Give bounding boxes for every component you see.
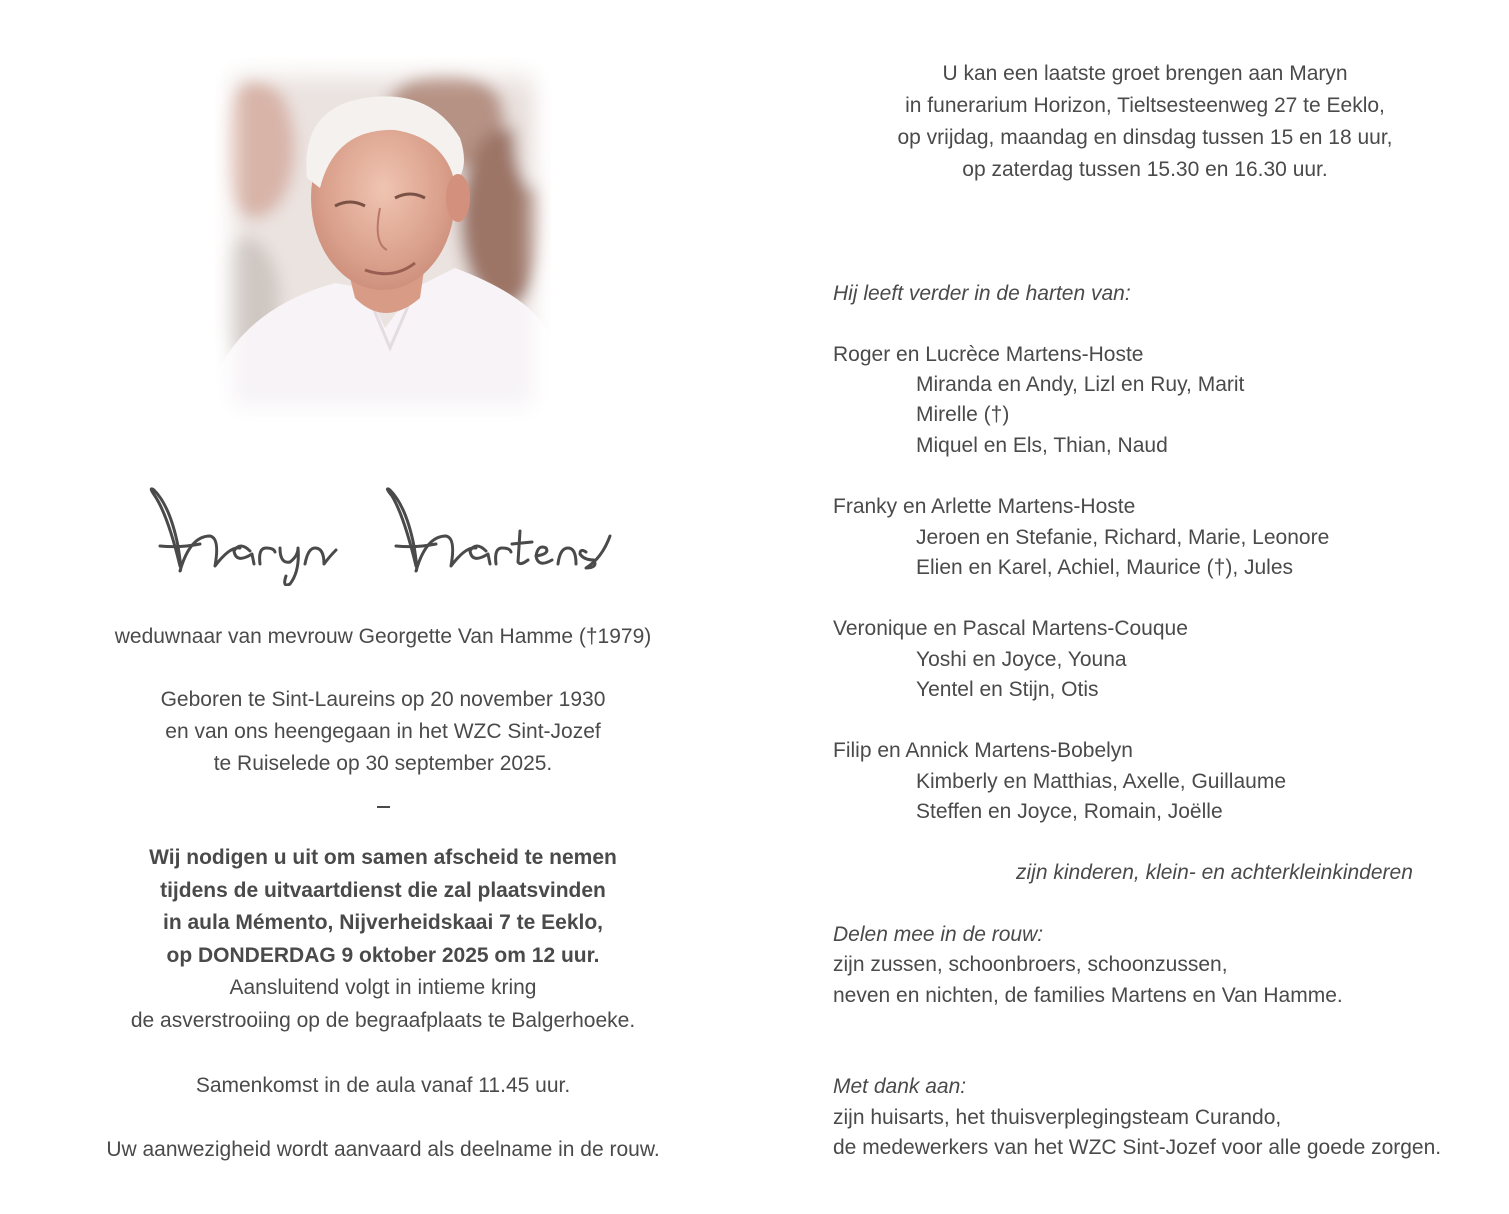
share-line: zijn zussen, schoonbroers, schoonzussen, [833,953,1228,976]
scattering-location-line: de asverstrooiing op de begraafplaats te Balgerhoeke. [130,1008,636,1032]
funeral-invitation [40,842,726,1037]
visitation-saturday-line: op zaterdag tussen 15.30 en 16.30 uur. [962,158,1328,181]
death-place-line: en van ons heengegaan in het WZC Sint-Jozef [165,720,601,743]
birth-death-block [40,684,726,780]
family-children: Jeroen en Stefanie, Richard, Marie, Leonore [916,526,1330,549]
family-children: Yoshi en Joyce, Youna [916,648,1127,671]
birth-line: Geboren te Sint-Laureins op 20 november 1930 [160,688,606,711]
hearts-heading: Hij leeft verder in de harten van: [833,282,1131,305]
deceased-name-signature [140,476,630,586]
death-date-line: te Ruiselede op 30 september 2025. [213,752,553,775]
separator-dash [377,806,390,808]
invite-location-line: in aula Mémento, Nijverheidskaai 7 te Eeklo, [163,911,603,934]
invite-line: tijdens de uitvaartdienst die zal plaatsvinden [160,878,606,902]
portrait-illustration [215,58,551,424]
children-caption: zijn kinderen, klein- en achterkleinkinderen [1016,861,1413,884]
invite-line: Wij nodigen u uit om samen afscheid te nemen [149,846,617,869]
thanks-line: de medewerkers van het WZC Sint-Jozef voor alle goede zorgen. [833,1136,1442,1159]
visitation-weekday-line: op vrijdag, maandag en dinsdag tussen 15 en 18 uur, [897,126,1393,149]
family-parents: Roger en Lucrèce Martens-Hoste [833,343,1144,366]
widower-statement [40,621,726,653]
visitation-info [820,58,1470,186]
family-children: Miquel en Els, Thian, Naud [916,434,1168,457]
scattering-line: Aansluitend volgt in intieme kring [229,976,537,999]
visitation-line: U kan een laatste groet brengen aan Maryn [942,62,1348,85]
family-parents: Filip en Annick Martens-Bobelyn [833,739,1133,762]
gathering-time [40,1070,726,1102]
presence-line: Uw aanwezigheid wordt aanvaard als deelname in de rouw. [106,1138,660,1161]
portrait-photo [215,58,551,424]
gathering-line: Samenkomst in de aula vanaf 11.45 uur. [195,1074,571,1097]
family-parents: Franky en Arlette Martens-Hoste [833,495,1136,518]
family-children: Elien en Karel, Achiel, Maurice (†), Jules [916,556,1294,579]
family-children: Steffen en Joyce, Romain, Joëlle [916,800,1223,823]
widower-line: weduwnaar van mevrouw Georgette Van Hamme (†1979) [114,625,652,648]
family-children: Yentel en Stijn, Otis [916,678,1099,701]
family-children: Miranda en Andy, Lizl en Ruy, Marit [916,373,1245,396]
family-children: Kimberly en Matthias, Axelle, Guillaume [916,770,1286,793]
signature-graphic [140,476,630,586]
visitation-location-line: in funerarium Horizon, Tieltsesteenweg 27 te Eeklo, [905,94,1385,117]
share-line: neven en nichten, de families Martens en Van Hamme. [833,984,1343,1007]
invite-date-line: op DONDERDAG 9 oktober 2025 om 12 uur. [166,943,600,967]
family-parents: Veronique en Pascal Martens-Couque [833,617,1188,640]
share-heading: Delen mee in de rouw: [833,923,1044,946]
thanks-line: zijn huisarts, het thuisverplegingsteam Curando, [833,1106,1282,1129]
thanks-heading: Met dank aan: [833,1075,967,1098]
presence-statement [40,1134,726,1166]
family-children: Mirelle (†) [916,403,1010,426]
